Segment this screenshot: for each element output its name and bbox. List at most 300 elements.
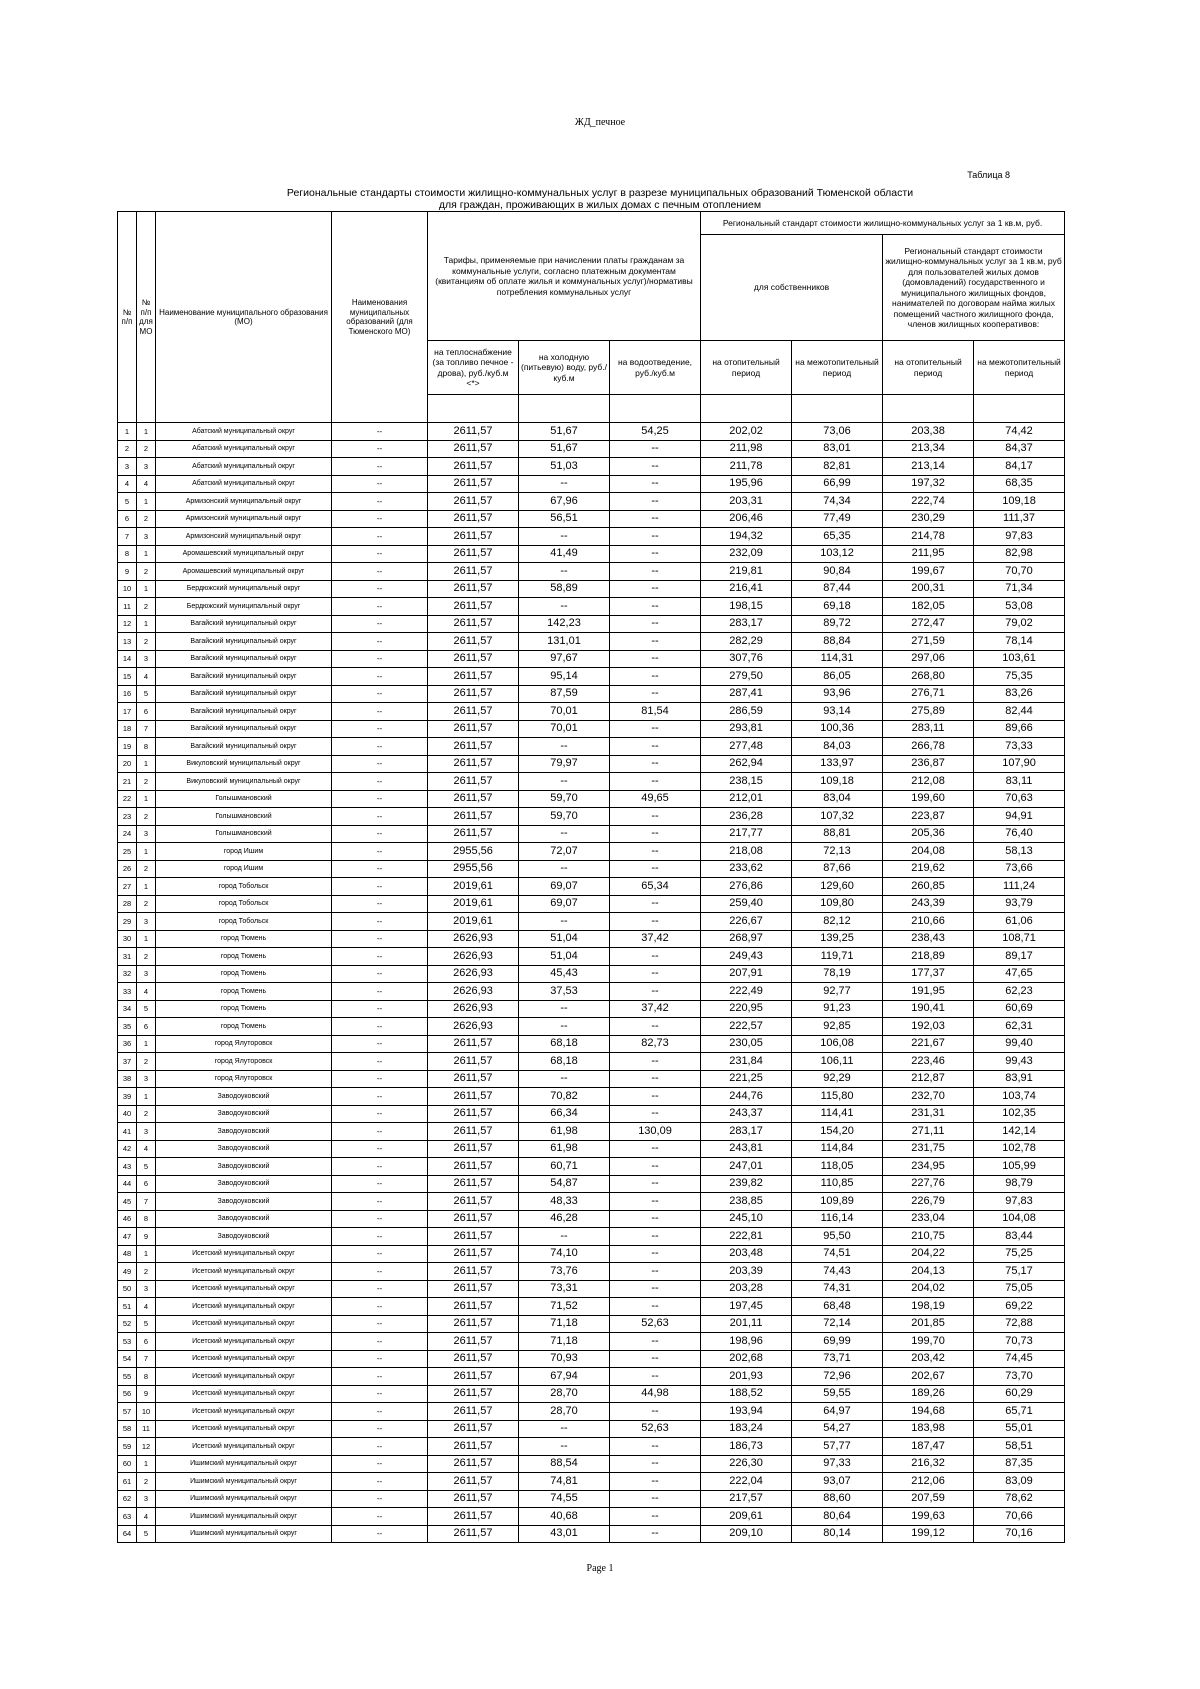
mo-num-cell: 3 (137, 528, 156, 546)
table-row (118, 1245, 1065, 1263)
table-row (118, 1193, 1065, 1211)
sub-mo-name-cell: -- (332, 1158, 428, 1176)
drain-tariff-cell: -- (610, 1175, 701, 1193)
row-num-cell: 59 (118, 1438, 137, 1456)
mo-name-cell: Исетский муниципальный округ (156, 1350, 332, 1368)
tenant-interheating-cell: 72,88 (974, 1315, 1065, 1333)
mo-num-cell: 8 (137, 1210, 156, 1228)
mo-name-cell: Вагайский муниципальный округ (156, 668, 332, 686)
tenant-heating-cell: 199,60 (883, 790, 974, 808)
owner-heating-cell: 226,30 (701, 1455, 792, 1473)
cold-water-tariff-cell: 142,23 (519, 615, 610, 633)
row-num-cell: 53 (118, 1333, 137, 1351)
mo-num-cell: 4 (137, 983, 156, 1001)
cold-water-tariff-cell: 70,93 (519, 1350, 610, 1368)
mo-num-cell: 2 (137, 633, 156, 651)
heat-tariff-cell: 2626,93 (428, 983, 519, 1001)
cold-water-tariff-cell: 74,10 (519, 1245, 610, 1263)
tenant-interheating-cell: 99,40 (974, 1035, 1065, 1053)
mo-name-cell: Викуловский муниципальный округ (156, 773, 332, 791)
tenant-heating-cell: 221,67 (883, 1035, 974, 1053)
table-row (118, 930, 1065, 948)
mo-name-cell: Абатский муниципальный округ (156, 423, 332, 441)
tenant-interheating-cell: 108,71 (974, 930, 1065, 948)
table-row (118, 615, 1065, 633)
owner-heating-cell: 247,01 (701, 1158, 792, 1176)
row-num-cell: 33 (118, 983, 137, 1001)
heat-tariff-cell: 2611,57 (428, 458, 519, 476)
tenant-heating-cell: 200,31 (883, 580, 974, 598)
mo-num-cell: 1 (137, 493, 156, 511)
table-row (118, 1140, 1065, 1158)
cold-water-tariff-cell: 72,07 (519, 843, 610, 861)
cold-water-tariff-cell: 73,76 (519, 1263, 610, 1281)
tenant-interheating-cell: 60,29 (974, 1385, 1065, 1403)
table-row (118, 423, 1065, 441)
heat-tariff-cell: 2611,57 (428, 1490, 519, 1508)
header-interheating-period-2: на межотопительный период (974, 341, 1065, 395)
cold-water-tariff-cell: 61,98 (519, 1140, 610, 1158)
heat-tariff-cell: 2611,57 (428, 808, 519, 826)
sub-mo-name-cell: -- (332, 1385, 428, 1403)
tenant-heating-cell: 266,78 (883, 738, 974, 756)
table-row (118, 878, 1065, 896)
table-row (118, 458, 1065, 476)
table-row (118, 580, 1065, 598)
mo-name-cell: Армизонский муниципальный округ (156, 493, 332, 511)
tenant-interheating-cell: 70,73 (974, 1333, 1065, 1351)
sub-mo-name-cell: -- (332, 843, 428, 861)
drain-tariff-cell: -- (610, 773, 701, 791)
heat-tariff-cell: 2611,57 (428, 528, 519, 546)
cold-water-tariff-cell: 43,01 (519, 1525, 610, 1543)
mo-name-cell: Вагайский муниципальный округ (156, 685, 332, 703)
sub-mo-name-cell: -- (332, 615, 428, 633)
owner-interheating-cell: 74,43 (792, 1263, 883, 1281)
tenant-interheating-cell: 105,99 (974, 1158, 1065, 1176)
drain-tariff-cell: -- (610, 1210, 701, 1228)
tenant-heating-cell: 204,08 (883, 843, 974, 861)
owner-heating-cell: 218,08 (701, 843, 792, 861)
table-row (118, 913, 1065, 931)
tenant-interheating-cell: 70,63 (974, 790, 1065, 808)
sub-mo-name-cell: -- (332, 1420, 428, 1438)
cold-water-tariff-cell: 48,33 (519, 1193, 610, 1211)
tenant-interheating-cell: 109,18 (974, 493, 1065, 511)
drain-tariff-cell: -- (610, 983, 701, 1001)
heat-tariff-cell: 2611,57 (428, 598, 519, 616)
sub-mo-name-cell: -- (332, 1508, 428, 1526)
drain-tariff-cell: -- (610, 1193, 701, 1211)
owner-heating-cell: 233,62 (701, 860, 792, 878)
row-num-cell: 24 (118, 825, 137, 843)
heat-tariff-cell: 2019,61 (428, 913, 519, 931)
row-num-cell: 43 (118, 1158, 137, 1176)
cold-water-tariff-cell: 70,82 (519, 1088, 610, 1106)
owner-heating-cell: 203,48 (701, 1245, 792, 1263)
row-num-cell: 16 (118, 685, 137, 703)
cold-water-tariff-cell: 46,28 (519, 1210, 610, 1228)
drain-tariff-cell: -- (610, 1140, 701, 1158)
tenant-interheating-cell: 89,66 (974, 720, 1065, 738)
tenant-heating-cell: 234,95 (883, 1158, 974, 1176)
header-name: Наименование муниципального образования (МО) (156, 212, 332, 423)
tenant-interheating-cell: 75,05 (974, 1280, 1065, 1298)
owner-interheating-cell: 92,85 (792, 1018, 883, 1036)
sub-mo-name-cell: -- (332, 423, 428, 441)
owner-heating-cell: 238,15 (701, 773, 792, 791)
mo-num-cell: 5 (137, 1315, 156, 1333)
owner-interheating-cell: 84,03 (792, 738, 883, 756)
table-row (118, 1473, 1065, 1491)
owner-interheating-cell: 114,84 (792, 1140, 883, 1158)
owner-interheating-cell: 88,81 (792, 825, 883, 843)
table-row (118, 1035, 1065, 1053)
sub-mo-name-cell: -- (332, 510, 428, 528)
row-num-cell: 30 (118, 930, 137, 948)
drain-tariff-cell: -- (610, 1403, 701, 1421)
mo-num-cell: 9 (137, 1385, 156, 1403)
owner-interheating-cell: 82,12 (792, 913, 883, 931)
owner-interheating-cell: 109,80 (792, 895, 883, 913)
row-num-cell: 44 (118, 1175, 137, 1193)
tenant-interheating-cell: 61,06 (974, 913, 1065, 931)
tenant-interheating-cell: 99,43 (974, 1053, 1065, 1071)
heat-tariff-cell: 2611,57 (428, 1368, 519, 1386)
table-row (118, 1263, 1065, 1281)
table-row (118, 528, 1065, 546)
drain-tariff-cell: -- (610, 1455, 701, 1473)
sub-mo-name-cell: -- (332, 948, 428, 966)
cold-water-tariff-cell: 79,97 (519, 755, 610, 773)
drain-tariff-cell: -- (610, 1438, 701, 1456)
owner-interheating-cell: 103,12 (792, 545, 883, 563)
mo-num-cell: 2 (137, 773, 156, 791)
cold-water-tariff-cell: 71,18 (519, 1315, 610, 1333)
drain-tariff-cell: -- (610, 1368, 701, 1386)
heat-tariff-cell: 2611,57 (428, 1438, 519, 1456)
owner-heating-cell: 244,76 (701, 1088, 792, 1106)
cold-water-tariff-cell: -- (519, 1070, 610, 1088)
owner-interheating-cell: 86,05 (792, 668, 883, 686)
tenant-interheating-cell: 58,13 (974, 843, 1065, 861)
table-row (118, 563, 1065, 581)
mo-name-cell: Исетский муниципальный округ (156, 1368, 332, 1386)
cold-water-tariff-cell: -- (519, 528, 610, 546)
row-num-cell: 12 (118, 615, 137, 633)
drain-tariff-cell: -- (610, 598, 701, 616)
owner-heating-cell: 307,76 (701, 650, 792, 668)
header-drain: на водоотведение, руб./куб.м (610, 341, 701, 395)
tenant-heating-cell: 202,67 (883, 1368, 974, 1386)
table-row (118, 1018, 1065, 1036)
mo-num-cell: 3 (137, 913, 156, 931)
heat-tariff-cell: 2611,57 (428, 1193, 519, 1211)
mo-num-cell: 5 (137, 1000, 156, 1018)
heat-tariff-cell: 2611,57 (428, 1508, 519, 1526)
cold-water-tariff-cell: 67,94 (519, 1368, 610, 1386)
tenant-interheating-cell: 75,17 (974, 1263, 1065, 1281)
tenant-heating-cell: 182,05 (883, 598, 974, 616)
heat-tariff-cell: 2611,57 (428, 755, 519, 773)
sub-mo-name-cell: -- (332, 983, 428, 1001)
tenant-heating-cell: 192,03 (883, 1018, 974, 1036)
drain-tariff-cell: -- (610, 843, 701, 861)
owner-interheating-cell: 72,14 (792, 1315, 883, 1333)
cold-water-tariff-cell: 56,51 (519, 510, 610, 528)
tenant-heating-cell: 212,06 (883, 1473, 974, 1491)
row-num-cell: 4 (118, 475, 137, 493)
row-num-cell: 45 (118, 1193, 137, 1211)
owner-heating-cell: 195,96 (701, 475, 792, 493)
heat-tariff-cell: 2611,57 (428, 1123, 519, 1141)
row-num-cell: 46 (118, 1210, 137, 1228)
tenant-interheating-cell: 70,16 (974, 1525, 1065, 1543)
cold-water-tariff-cell: 95,14 (519, 668, 610, 686)
table-row (118, 983, 1065, 1001)
tenant-interheating-cell: 70,70 (974, 563, 1065, 581)
owner-interheating-cell: 89,72 (792, 615, 883, 633)
sub-mo-name-cell: -- (332, 965, 428, 983)
owner-interheating-cell: 80,64 (792, 1508, 883, 1526)
drain-tariff-cell: -- (610, 475, 701, 493)
owner-interheating-cell: 129,60 (792, 878, 883, 896)
tenant-interheating-cell: 47,65 (974, 965, 1065, 983)
owner-interheating-cell: 77,49 (792, 510, 883, 528)
owner-interheating-cell: 114,31 (792, 650, 883, 668)
row-num-cell: 62 (118, 1490, 137, 1508)
heat-tariff-cell: 2611,57 (428, 1175, 519, 1193)
drain-tariff-cell: -- (610, 1245, 701, 1263)
row-num-cell: 47 (118, 1228, 137, 1246)
sub-mo-name-cell: -- (332, 1175, 428, 1193)
cold-water-tariff-cell: 70,01 (519, 703, 610, 721)
tenant-interheating-cell: 73,33 (974, 738, 1065, 756)
cold-water-tariff-cell: 73,31 (519, 1280, 610, 1298)
row-num-cell: 13 (118, 633, 137, 651)
row-num-cell: 26 (118, 860, 137, 878)
mo-num-cell: 4 (137, 475, 156, 493)
table-row (118, 1368, 1065, 1386)
cold-water-tariff-cell: 51,04 (519, 948, 610, 966)
mo-name-cell: Бердюжский муниципальный округ (156, 580, 332, 598)
mo-name-cell: Вагайский муниципальный округ (156, 703, 332, 721)
drain-tariff-cell: -- (610, 720, 701, 738)
sub-mo-name-cell: -- (332, 878, 428, 896)
sub-mo-name-cell: -- (332, 1018, 428, 1036)
mo-num-cell: 2 (137, 1105, 156, 1123)
standards-table (117, 211, 1065, 1543)
mo-num-cell: 1 (137, 878, 156, 896)
cold-water-tariff-cell: -- (519, 1420, 610, 1438)
mo-num-cell: 1 (137, 1088, 156, 1106)
tenant-interheating-cell: 69,22 (974, 1298, 1065, 1316)
owner-heating-cell: 198,96 (701, 1333, 792, 1351)
title-line-1: Региональные стандарты стоимости жилищно-коммунальных услуг в разрезе муниципальных образований Тюменской области (286, 187, 914, 199)
drain-tariff-cell: -- (610, 528, 701, 546)
owner-interheating-cell: 54,27 (792, 1420, 883, 1438)
mo-num-cell: 8 (137, 738, 156, 756)
mo-num-cell: 4 (137, 1508, 156, 1526)
heat-tariff-cell: 2019,61 (428, 895, 519, 913)
cold-water-tariff-cell: 51,67 (519, 423, 610, 441)
mo-name-cell: Заводоуковский (156, 1105, 332, 1123)
mo-num-cell: 7 (137, 720, 156, 738)
table-row (118, 475, 1065, 493)
mo-num-cell: 2 (137, 948, 156, 966)
mo-num-cell: 4 (137, 1298, 156, 1316)
tenant-interheating-cell: 111,24 (974, 878, 1065, 896)
cold-water-tariff-cell: 51,04 (519, 930, 610, 948)
mo-num-cell: 2 (137, 808, 156, 826)
tenant-interheating-cell: 94,91 (974, 808, 1065, 826)
mo-num-cell: 1 (137, 545, 156, 563)
table-row (118, 440, 1065, 458)
owner-interheating-cell: 72,13 (792, 843, 883, 861)
tenant-heating-cell: 213,14 (883, 458, 974, 476)
mo-num-cell: 1 (137, 755, 156, 773)
owner-interheating-cell: 133,97 (792, 755, 883, 773)
tenant-interheating-cell: 102,78 (974, 1140, 1065, 1158)
cold-water-tariff-cell: 74,81 (519, 1473, 610, 1491)
tenant-heating-cell: 232,70 (883, 1088, 974, 1106)
mo-name-cell: город Ялуторовск (156, 1070, 332, 1088)
tenant-heating-cell: 230,29 (883, 510, 974, 528)
owner-heating-cell: 243,81 (701, 1140, 792, 1158)
owner-heating-cell: 282,29 (701, 633, 792, 651)
owner-heating-cell: 287,41 (701, 685, 792, 703)
drain-tariff-cell: -- (610, 668, 701, 686)
owner-interheating-cell: 92,77 (792, 983, 883, 1001)
owner-interheating-cell: 109,18 (792, 773, 883, 791)
sub-mo-name-cell: -- (332, 773, 428, 791)
sub-mo-name-cell: -- (332, 650, 428, 668)
cold-water-tariff-cell: -- (519, 475, 610, 493)
tenant-interheating-cell: 103,61 (974, 650, 1065, 668)
tenant-heating-cell: 218,89 (883, 948, 974, 966)
cold-water-tariff-cell: 41,49 (519, 545, 610, 563)
row-num-cell: 11 (118, 598, 137, 616)
owner-interheating-cell: 83,01 (792, 440, 883, 458)
cold-water-tariff-cell: 60,71 (519, 1158, 610, 1176)
sub-mo-name-cell: -- (332, 475, 428, 493)
owner-interheating-cell: 68,48 (792, 1298, 883, 1316)
mo-name-cell: Исетский муниципальный округ (156, 1245, 332, 1263)
mo-name-cell: Исетский муниципальный округ (156, 1403, 332, 1421)
drain-tariff-cell: -- (610, 440, 701, 458)
sub-mo-name-cell: -- (332, 720, 428, 738)
sub-mo-name-cell: -- (332, 1298, 428, 1316)
row-num-cell: 5 (118, 493, 137, 511)
mo-num-cell: 8 (137, 1368, 156, 1386)
drain-tariff-cell: -- (610, 493, 701, 511)
header-sub-name: Наименования муниципальных образований (для Тюменского МО) (332, 212, 428, 423)
drain-tariff-cell: -- (610, 1263, 701, 1281)
tenant-interheating-cell: 83,09 (974, 1473, 1065, 1491)
owner-interheating-cell: 66,99 (792, 475, 883, 493)
table-row (118, 860, 1065, 878)
mo-num-cell: 4 (137, 1140, 156, 1158)
owner-heating-cell: 197,45 (701, 1298, 792, 1316)
mo-num-cell: 3 (137, 965, 156, 983)
tenant-heating-cell: 271,59 (883, 633, 974, 651)
mo-num-cell: 1 (137, 580, 156, 598)
owner-heating-cell: 238,85 (701, 1193, 792, 1211)
owner-heating-cell: 217,57 (701, 1490, 792, 1508)
table-row (118, 598, 1065, 616)
sub-mo-name-cell: -- (332, 1350, 428, 1368)
tenant-heating-cell: 177,37 (883, 965, 974, 983)
owner-interheating-cell: 82,81 (792, 458, 883, 476)
cold-water-tariff-cell: 87,59 (519, 685, 610, 703)
tenant-heating-cell: 211,95 (883, 545, 974, 563)
mo-num-cell: 5 (137, 1525, 156, 1543)
sub-mo-name-cell: -- (332, 685, 428, 703)
tenant-heating-cell: 275,89 (883, 703, 974, 721)
drain-tariff-cell: -- (610, 685, 701, 703)
drain-tariff-cell: 54,25 (610, 423, 701, 441)
owner-heating-cell: 201,11 (701, 1315, 792, 1333)
heat-tariff-cell: 2611,57 (428, 510, 519, 528)
drain-tariff-cell: 65,34 (610, 878, 701, 896)
mo-name-cell: Абатский муниципальный округ (156, 475, 332, 493)
tenant-heating-cell: 231,31 (883, 1105, 974, 1123)
tenant-heating-cell: 207,59 (883, 1490, 974, 1508)
tenant-heating-cell: 212,87 (883, 1070, 974, 1088)
tenant-heating-cell: 204,22 (883, 1245, 974, 1263)
row-num-cell: 14 (118, 650, 137, 668)
drain-tariff-cell: -- (610, 615, 701, 633)
cold-water-tariff-cell: 66,34 (519, 1105, 610, 1123)
mo-name-cell: Абатский муниципальный округ (156, 440, 332, 458)
cold-water-tariff-cell: -- (519, 1438, 610, 1456)
tenant-interheating-cell: 107,90 (974, 755, 1065, 773)
table-row (118, 825, 1065, 843)
owner-heating-cell: 249,43 (701, 948, 792, 966)
tenant-heating-cell: 226,79 (883, 1193, 974, 1211)
mo-num-cell: 7 (137, 1193, 156, 1211)
heat-tariff-cell: 2611,57 (428, 1070, 519, 1088)
owner-heating-cell: 279,50 (701, 668, 792, 686)
cold-water-tariff-cell: 40,68 (519, 1508, 610, 1526)
tenant-interheating-cell: 55,01 (974, 1420, 1065, 1438)
heat-tariff-cell: 2611,57 (428, 650, 519, 668)
header-num-mo: № п/п для МО (137, 212, 156, 423)
mo-name-cell: город Тобольск (156, 895, 332, 913)
tenant-interheating-cell: 97,83 (974, 528, 1065, 546)
sub-mo-name-cell: -- (332, 528, 428, 546)
mo-name-cell: Ишимский муниципальный округ (156, 1525, 332, 1543)
heat-tariff-cell: 2611,57 (428, 720, 519, 738)
sub-mo-name-cell: -- (332, 703, 428, 721)
drain-tariff-cell: -- (610, 965, 701, 983)
cold-water-tariff-cell: 97,67 (519, 650, 610, 668)
tenant-heating-cell: 201,85 (883, 1315, 974, 1333)
table-row (118, 1525, 1065, 1543)
header-heat: на теплоснабжение (за топливо печное - дрова), руб./куб.м <*> (428, 341, 519, 395)
table-row (118, 1053, 1065, 1071)
heat-tariff-cell: 2611,57 (428, 685, 519, 703)
cold-water-tariff-cell: 71,18 (519, 1333, 610, 1351)
sub-mo-name-cell: -- (332, 1403, 428, 1421)
cold-water-tariff-cell: -- (519, 913, 610, 931)
table-row (118, 1420, 1065, 1438)
owner-interheating-cell: 74,51 (792, 1245, 883, 1263)
drain-tariff-cell: -- (610, 825, 701, 843)
row-num-cell: 28 (118, 895, 137, 913)
row-num-cell: 7 (118, 528, 137, 546)
cold-water-tariff-cell: 28,70 (519, 1385, 610, 1403)
